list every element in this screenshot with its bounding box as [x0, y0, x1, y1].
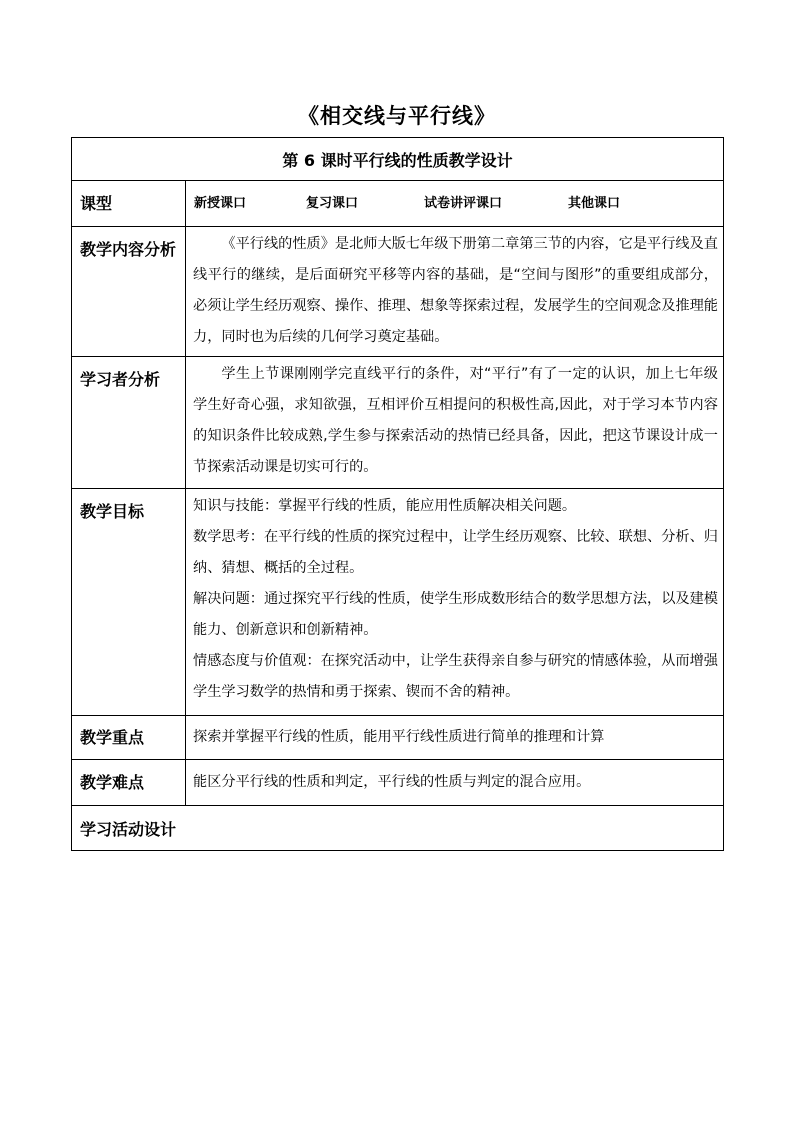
difficulty-cell [186, 760, 724, 806]
content-analysis-row [72, 227, 724, 357]
key-point-cell [186, 716, 724, 760]
activity-design-row [72, 806, 724, 851]
learner-analysis-cell [186, 357, 724, 489]
difficulty-text: 能区分平行线的性质和判定，平行线的性质与判定的混合应用。 [193, 774, 591, 790]
goal-thinking: 数学思考：在平行线的性质的探究过程中，让学生经历观察、比较、联想、分析、归纳、猜想、概括的全过程。 [193, 529, 718, 576]
course-type-label: 课型 [72, 181, 186, 227]
course-type-review[interactable]: 复习课口 [306, 195, 359, 211]
lesson-title-row [72, 138, 724, 181]
teaching-goals-row [72, 489, 724, 716]
activity-design-label: 学习活动设计 [72, 806, 724, 851]
course-type-other[interactable]: 其他课口 [568, 195, 621, 211]
course-type-options [186, 181, 724, 227]
key-point-text: 探索并掌握平行线的性质，能用平行线性质进行简单的推理和计算 [193, 729, 605, 745]
document-title: 《相交线与平行线》 [298, 104, 496, 128]
lesson-design-table [71, 137, 724, 851]
learner-analysis-text: 学生上节课刚刚学完直线平行的条件，对“平行”有了一定的认识，加上七年级学生好奇心强，求知欲强，互相评价互相提问的积极性高,因此，对于学习本节内容的知识条件比较成熟,学生参与探索活动的热情已经具备，因此，把这节课设计成一节探索活动课是切实可行的。 [193, 366, 718, 475]
course-type-new[interactable]: 新授课口 [194, 195, 247, 211]
teaching-goals-cell [186, 489, 724, 716]
goal-attitude: 情感态度与价值观：在探究活动中，让学生获得亲自参与研究的情感体验，从而增强学生学习数学的热情和勇于探索、锲而不舍的精神。 [193, 653, 718, 700]
course-type-exam-review[interactable]: 试卷讲评课口 [424, 195, 503, 211]
key-point-row [72, 716, 724, 760]
content-analysis-cell [186, 227, 724, 357]
difficulty-label: 教学难点 [72, 760, 186, 806]
goal-knowledge: 知识与技能：掌握平行线的性质，能应用性质解决相关问题。 [193, 498, 577, 514]
key-point-label: 教学重点 [72, 716, 186, 760]
goal-problem-solving: 解决问题：通过探究平行线的性质，使学生形成数形结合的数学思想方法，以及建模能力、创新意识和创新精神。 [193, 591, 718, 638]
lesson-title: 第 6 课时平行线的性质教学设计 [72, 138, 724, 181]
teaching-goals-label: 教学目标 [72, 489, 186, 716]
learner-analysis-row [72, 357, 724, 489]
course-type-row [72, 181, 724, 227]
content-analysis-label: 教学内容分析 [72, 227, 186, 357]
content-analysis-text: 《平行线的性质》是北师大版七年级下册第二章第三节的内容，它是平行线及直线平行的继续，是后面研究平移等内容的基础，是“空间与图形”的重要组成部分，必须让学生经历观察、操作、推理、想象等探索过程，发展学生的空间观念及推理能力，同时也为后续的几何学习奠定基础。 [193, 236, 718, 345]
difficulty-row [72, 760, 724, 806]
learner-analysis-label: 学习者分析 [72, 357, 186, 489]
